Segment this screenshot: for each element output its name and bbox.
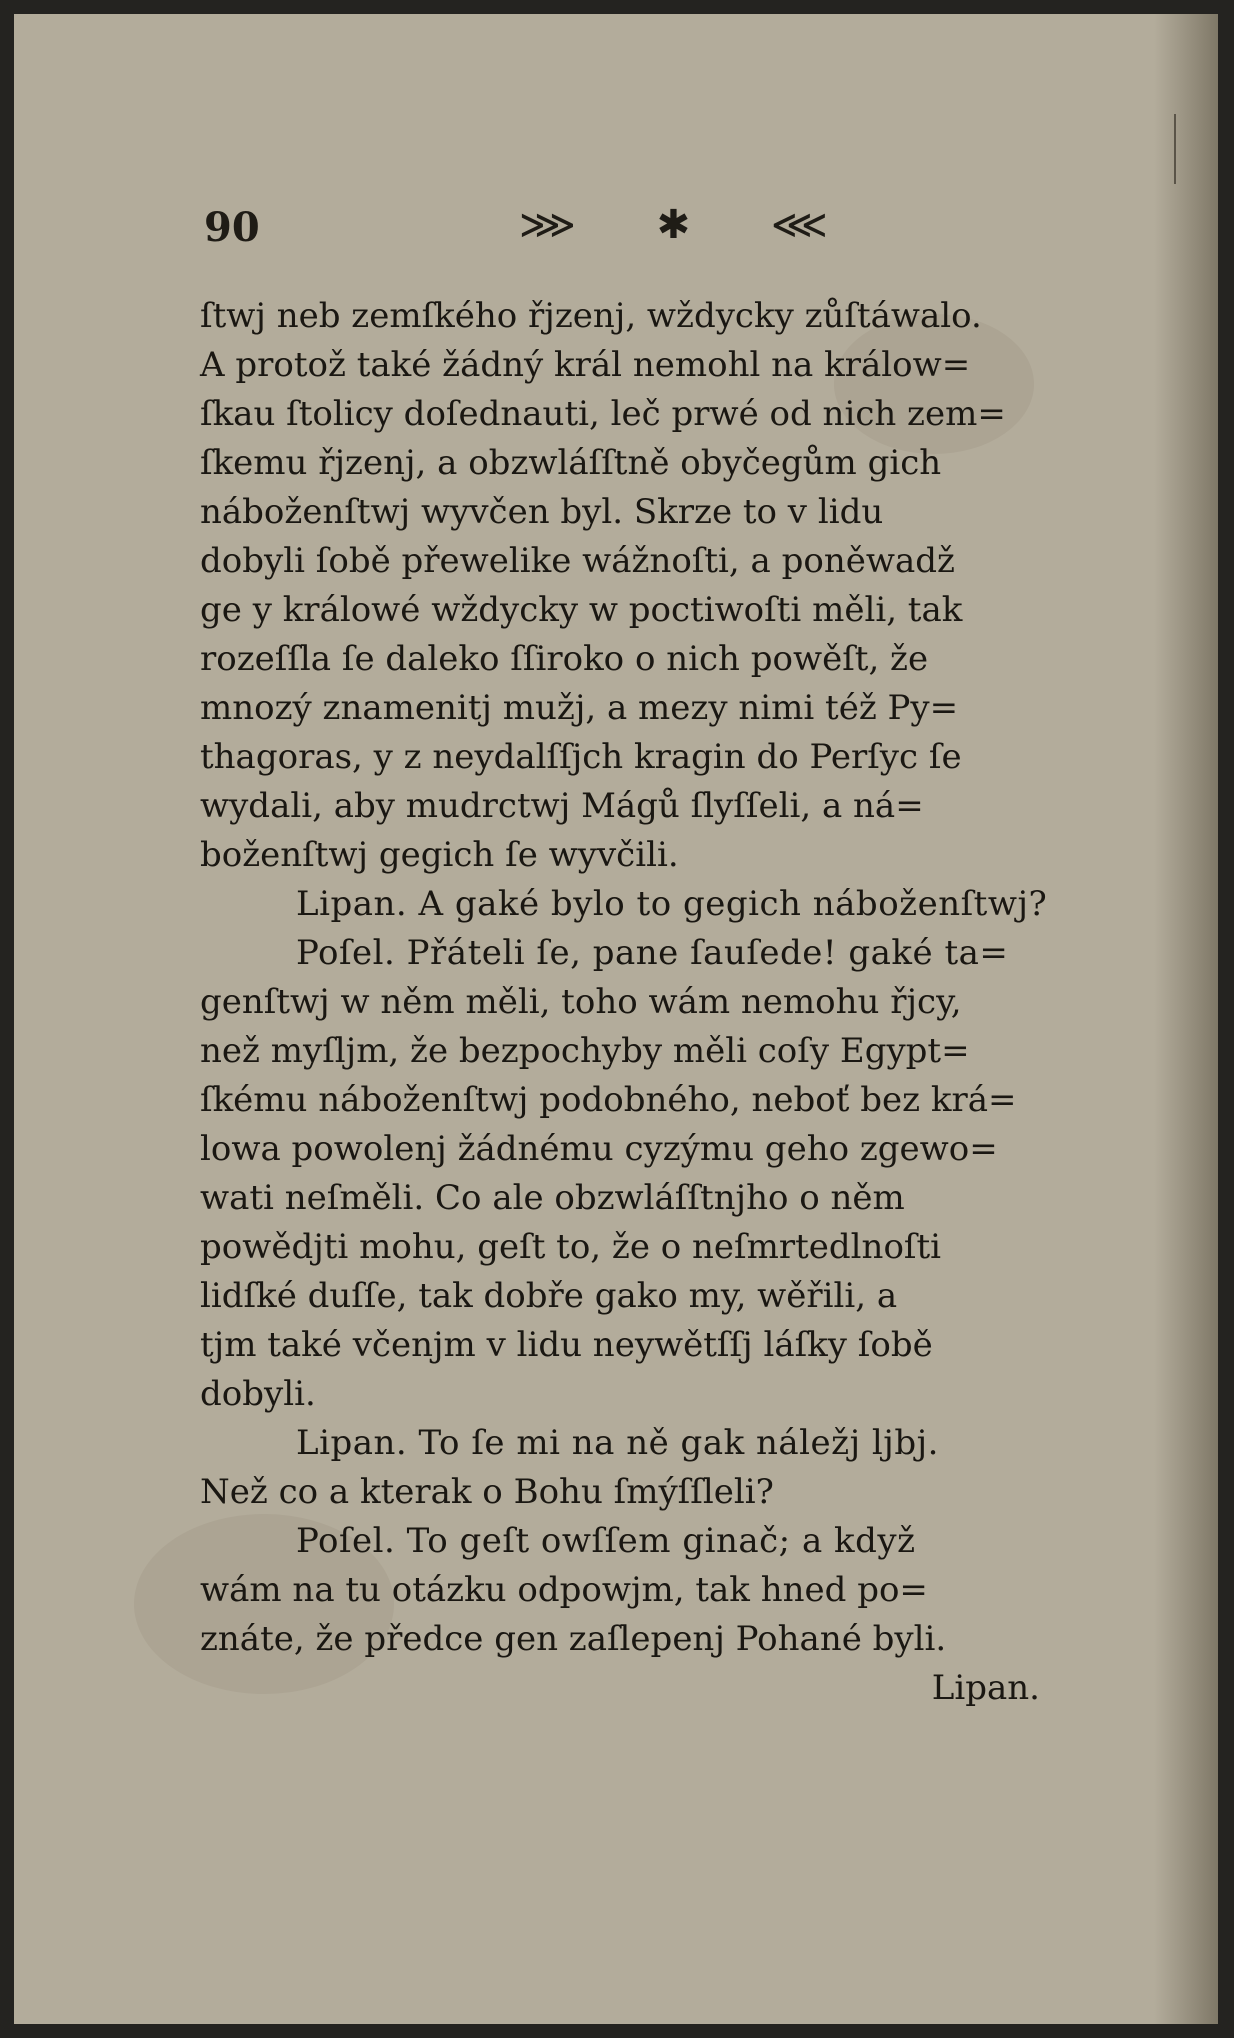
text-line: ſkemu řjzenj, a obzwláſſtně obyčegům gich <box>200 443 942 483</box>
body-text <box>200 292 1100 1713</box>
text-line: ſkau ſtolicy doſednauti, leč prwé od nich zem= <box>200 394 1006 434</box>
text-line: wati neſměli. Co ale obzwláſſtnjho o něm <box>200 1178 905 1218</box>
catchword: Lipan. <box>931 1668 1040 1708</box>
text-line: thagoras, y z neydalſſjch kragin do Perſyc ſe <box>200 737 962 777</box>
text-line: ge y králowé wždycky w poctiwoſti měli, tak <box>200 590 963 630</box>
text-line: Než co a kterak o Bohu ſmýſſleli? <box>200 1472 774 1512</box>
dialogue-line-lipan: Lipan. A gaké bylo to gegich náboženſtwj? <box>296 884 1048 924</box>
book-page <box>14 14 1218 2024</box>
text-line: dobyli ſobě přewelike wážnoſti, a poněwadž <box>200 541 955 581</box>
text-line: lidſké duſſe, tak dobře gako my, wěřili, a <box>200 1276 898 1316</box>
dialogue-line-lipan: Lipan. To ſe mi na ně gak náležj ljbj. <box>296 1423 939 1463</box>
page-header <box>194 194 1054 264</box>
text-line: powědjti mohu, geſt to, že o neſmrtedlnoſti <box>200 1227 942 1267</box>
paragraph-2 <box>200 880 1100 929</box>
text-line: než myſljm, že bezpochyby měli coſy Egypt= <box>200 1031 970 1071</box>
paragraph-4 <box>200 1419 1100 1517</box>
text-line: tjm také včenjm v lidu neywětſſj láſky ſobě <box>200 1325 933 1365</box>
text-line: wám na tu otázku odpowjm, tak hned po= <box>200 1570 928 1610</box>
gutter-mark <box>1174 114 1176 184</box>
text-line: boženſtwj gegich ſe wyvčili. <box>200 835 679 875</box>
text-line: mnozý znamenitj mužj, a mezy nimi též Py= <box>200 688 959 728</box>
dialogue-line-posel: Poſel. Přáteli ſe, pane ſauſede! gaké ta= <box>296 933 1009 973</box>
text-line: znáte, že předce gen zaſlepenj Pohané byli. <box>200 1619 947 1659</box>
page-gutter-shadow <box>1154 14 1218 2024</box>
text-line: ſtwj neb zemſkého řjzenj, wždycky zůſtáwalo. <box>200 296 982 336</box>
text-line: genſtwj w něm měli, toho wám nemohu řjcy, <box>200 982 962 1022</box>
dialogue-line-posel: Poſel. To geſt owſſem ginač; a když <box>296 1521 916 1561</box>
paragraph-5 <box>200 1517 1100 1664</box>
paragraph-3 <box>200 929 1100 1419</box>
text-line: lowa powolenj žádnému cyzýmu geho zgewo= <box>200 1129 998 1169</box>
text-line: wydali, aby mudrctwj Mágů ſlyſſeli, a ná= <box>200 786 924 826</box>
page-number: 90 <box>204 204 260 251</box>
text-line: dobyli. <box>200 1374 316 1414</box>
paragraph-1 <box>200 292 1100 880</box>
text-line: rozeſſla ſe daleko ſſiroko o nich powěſt, že <box>200 639 929 679</box>
text-line: ſkému náboženſtwj podobného, neboť bez krá= <box>200 1080 1017 1120</box>
header-ornament-icon: ⋙ ✱ ⋘ <box>519 202 862 248</box>
text-line: A protož také žádný král nemohl na králow= <box>200 345 971 385</box>
text-line: náboženſtwj wyvčen byl. Skrze to v lidu <box>200 492 884 532</box>
